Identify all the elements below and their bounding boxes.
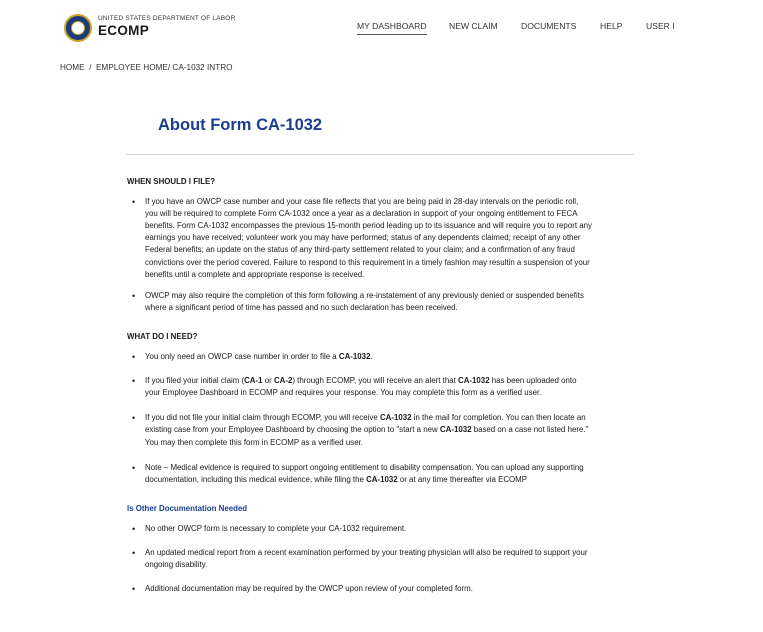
section-heading-when-to-file: WHEN SHOULD I FILE? xyxy=(127,177,216,186)
breadcrumb-home[interactable]: HOME xyxy=(60,63,85,72)
dol-seal-icon[interactable] xyxy=(64,14,92,42)
nav-user[interactable]: USER I xyxy=(646,21,675,31)
breadcrumb-employee-home[interactable]: EMPLOYEE HOME/ xyxy=(95,63,171,72)
list-item: • If you have an OWCP case number and your case file reflects that you are being paid in 28-day intervals on the periodic roll, you will be required to complete Form CA-1032 once a year as a declaration in support of your ongoing entitlement to FECA benefits. Form CA-1032 encompasses the previous 15-month period leading up to its issuance and will require you to report any earnings you have received; volunteer work you may have performed; status of any dependents claimed; receipt of any other Federal benefits; an update on the status of any third-party settlement related to your claim; and a confirmation of any fraud convictions over the period covered. Failure to respond to this requirement in a timely fashion may resultin a suspension of your benefits until a complete and appropriate response is received. xyxy=(127,196,592,281)
page-title: About Form CA-1032 xyxy=(158,116,323,134)
site-header xyxy=(0,0,763,52)
title-divider xyxy=(126,154,634,155)
section-heading-other-documentation: Is Other Documentation Needed xyxy=(127,503,248,513)
agency-name: UNITED STATES DEPARTMENT OF LABOR xyxy=(98,15,236,22)
breadcrumb-current: CA-1032 INTRO xyxy=(172,63,233,72)
what-needed-list xyxy=(127,351,592,486)
list-item: • Note – Medical evidence is required to support ongoing entitlement to disability compensation. You can upload any supporting documentation, including this medical evidence, while filing the CA-1032 or at any time thereafter via ECOMP xyxy=(127,462,592,486)
app-name[interactable]: ECOMP xyxy=(98,23,150,38)
main-content xyxy=(127,176,592,595)
list-item: • An updated medical report from a recent examination performed by your treating physician will also be required to support your ongoing disability. xyxy=(127,547,592,571)
nav-help[interactable]: HELP xyxy=(600,21,623,31)
nav-my-dashboard[interactable]: MY DASHBOARD xyxy=(357,21,427,35)
nav-documents[interactable]: DOCUMENTS xyxy=(521,21,577,31)
other-documentation-list xyxy=(127,523,592,595)
list-item: • If you filed your initial claim (CA-1 or CA-2) through ECOMP, you will receive an alert that CA-1032 has been uploaded onto your Employee Dashboard in ECOMP and requires your response. You may complete this form as a verified user. xyxy=(127,375,592,399)
seal-center xyxy=(71,21,85,35)
list-item: • You only need an OWCP case number in order to file a CA-1032. xyxy=(127,351,592,363)
when-to-file-list xyxy=(127,196,592,314)
list-item: • If you did not file your initial claim through ECOMP, you will receive CA-1032 in the mail for completion. You can then locate an existing case from your Employee Dashboard by choosing the option to "start a new CA-1032 based on a case not listed here." You may then complete this form in ECOMP as a verified user. xyxy=(127,412,592,448)
list-item: • Additional documentation may be required by the OWCP upon review of your completed form. xyxy=(127,583,592,595)
section-heading-what-needed: WHAT DO I NEED? xyxy=(127,331,198,341)
breadcrumb xyxy=(60,63,232,72)
breadcrumb-separator: / xyxy=(89,63,92,72)
nav-new-claim[interactable]: NEW CLAIM xyxy=(449,21,498,31)
list-item: • OWCP may also require the completion of this form following a re-instatement of any previously denied or suspended benefits where a significant period of time has passed and no such declaration has been received. xyxy=(127,290,592,314)
list-item: • No other OWCP form is necessary to complete your CA-1032 requirement. xyxy=(127,523,592,535)
